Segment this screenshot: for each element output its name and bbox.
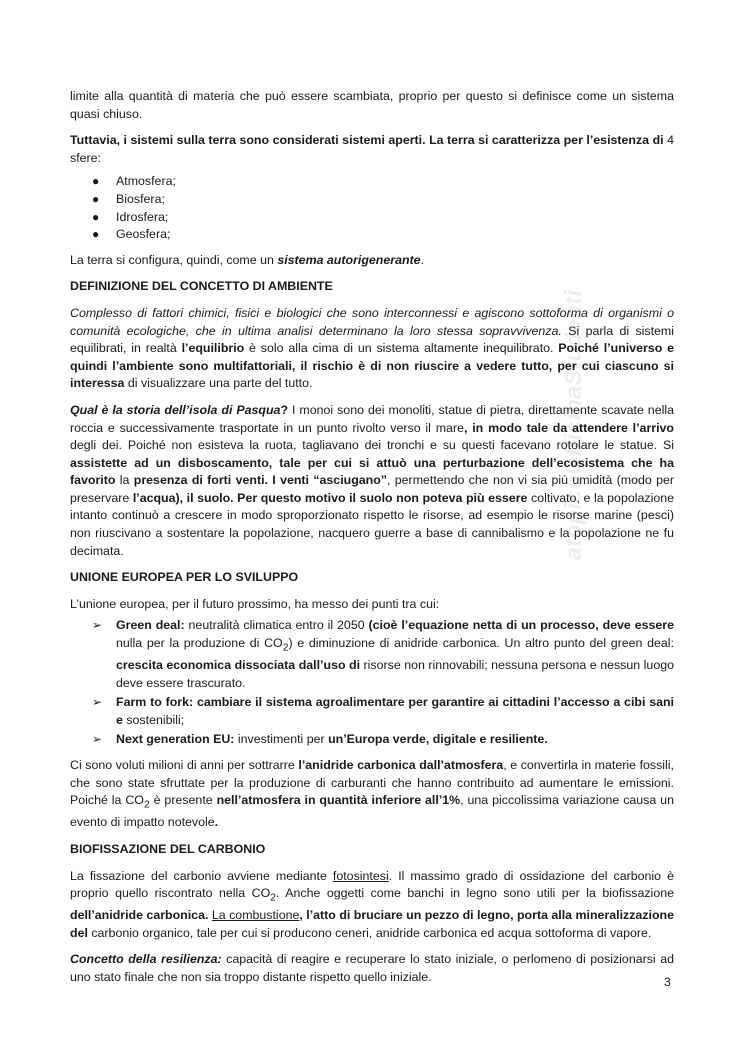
paragraph-open-systems: Tuttavia, i sistemi sulla terra sono considerati sistemi aperti. La terra si caratterizza per l’esistenza di 4 sfere: xyxy=(70,133,674,165)
arrow-bullet-icon: ➢ xyxy=(92,618,103,633)
paragraph-carbon-dioxide: Ci sono voluti milioni di anni per sottrarre l’anidride carbonica dall’atmosfera, e convertirla in materie fossili, che sono state sfruttate per la produzione di carburanti che hanno contribuito ad aumentare le emissioni. Poiché la $CO_2$ è presente nell’atmosfera in quantità inferiore all’1%, una piccolissima variazione causa un evento di impatto notevole. xyxy=(70,758,674,830)
paragraph-resilience: Concetto della resilienza: capacità di reagire e recuperare lo stato iniziale, o perlomeno di posizionarsi ad uno stato finale che non sia troppo distante rispetto quello iniziale. xyxy=(70,952,674,984)
list-item-green-deal: ➢ Green deal: neutralità climatica entro il 2050 (cioè l’equazione netta di un processo, deve essere nulla per la produzione di $CO_2$) e diminuzione di anidride carbonica. Un altro punto del green deal: crescita economica dissociata dall’uso di risorse non rinnovabili; nessuna persona e nessun luogo deve essere trascurato. xyxy=(92,618,674,690)
bullet-dot-icon: ● xyxy=(92,227,100,242)
bullet-dot-icon: ● xyxy=(92,191,100,206)
list-item: ● Atmosfera; xyxy=(70,173,674,191)
ue-points-list xyxy=(70,617,674,749)
arrow-bullet-icon: ➢ xyxy=(92,695,103,710)
paragraph-carbon-fixation: La fissazione del carbonio avviene mediante fotosintesi. Il massimo grado di ossidazione del carbonio è proprio quello riscontrato nella $CO_2$. Anche oggetti come banchi in legno sono utili per la biofissazione dell’anidride carbonica. La combustione, l’atto di bruciare un pezzo di legno, porta alla mineralizzazione del carbonio organico, tale per cui si producono ceneri, anidride carbonica ed acqua sottoforma di vapore. xyxy=(70,868,674,940)
section-heading-biofissazione: BIOFISSAZIONE DEL CARBONIO xyxy=(70,841,266,856)
list-item: ● Geosfera; xyxy=(70,226,674,244)
list-item: ● Idrosfera; xyxy=(70,209,674,227)
paragraph-closed-system: limite alla quantità di materia che può essere scambiata, proprio per questo si definisce come un sistema quasi chiuso. xyxy=(70,89,674,121)
watermark: atopicoOfficinaStudenti xyxy=(560,289,586,560)
spheres-list xyxy=(70,173,674,243)
paragraph-self-regenerating: La terra si configura, quindi, come un sistema autorigenerante. xyxy=(70,252,425,267)
paragraph-ue-intro: L’unione europea, per il futuro prossimo, ha messo dei punti tra cui: xyxy=(70,596,440,611)
bullet-dot-icon: ● xyxy=(92,209,100,224)
section-heading-ue: UNIONE EUROPEA PER LO SVILUPPO xyxy=(70,570,299,585)
paragraph-ambiente-definition: Complesso di fattori chimici, fisici e biologici che sono interconnessi e agiscono sottoforma di organismi o comunità ecologiche, che in ultima analisi determinano la loro stessa sopravvivenza. Si parla di sistemi equilibrati, in realtà l’equilibrio è solo alla cima di un sistema altamente inequilibrato. Poiché l’universo e quindi l’ambiente sono multifattoriali, il rischio è di non riuscire a vedere tutto, per cui ciascuno si interessa di visualizzare una parte del tutto. xyxy=(70,305,675,391)
section-heading-ambiente: DEFINIZIONE DEL CONCETTO DI AMBIENTE xyxy=(70,279,333,294)
document-page xyxy=(70,88,674,996)
list-item-next-generation: ➢ Next generation EU: investimenti per un’Europa verde, digitale e resiliente. xyxy=(70,731,674,749)
list-item: ● Biosfera; xyxy=(70,191,674,209)
page-number: 3 xyxy=(664,975,671,989)
arrow-bullet-icon: ➢ xyxy=(92,732,103,747)
paragraph-easter-island: Qual è la storia dell’isola di Pasqua? I monoi sono dei monoliti, statue di pietra, direttamente scavate nella roccia e successivamente trasportate in un punto rivolto verso il mare, in modo tale da attendere l’arrivo degli dei. Poiché non esisteva la ruota, tagliavano dei tronchi e su questi facevano rotolare le statue. Si assistette ad un disboscamento, tale per cui si attuò una perturbazione dell’ecosistema che ha favorito la presenza di forti venti. I venti “asciugano”, permettendo che non vi sia più umidità (modo per preservare l’acqua), il suolo. Per questo motivo il suolo non poteva più essere coltivato, e la popolazione intanto continuò a crescere in modo sproporzionato rispetto le risorse, ad esempio le risorse marine (pesci) non riuscivano a sostentare la popolazione, nacquero guerre a base di cannibalismo e la popolazione ne fu decimata. xyxy=(70,402,674,558)
bullet-dot-icon: ● xyxy=(92,174,100,189)
list-item-farm-to-fork: ➢ Farm to fork: cambiare il sistema agroalimentare per garantire ai cittadini l’accesso a cibi sani e sostenibili; xyxy=(92,695,675,727)
